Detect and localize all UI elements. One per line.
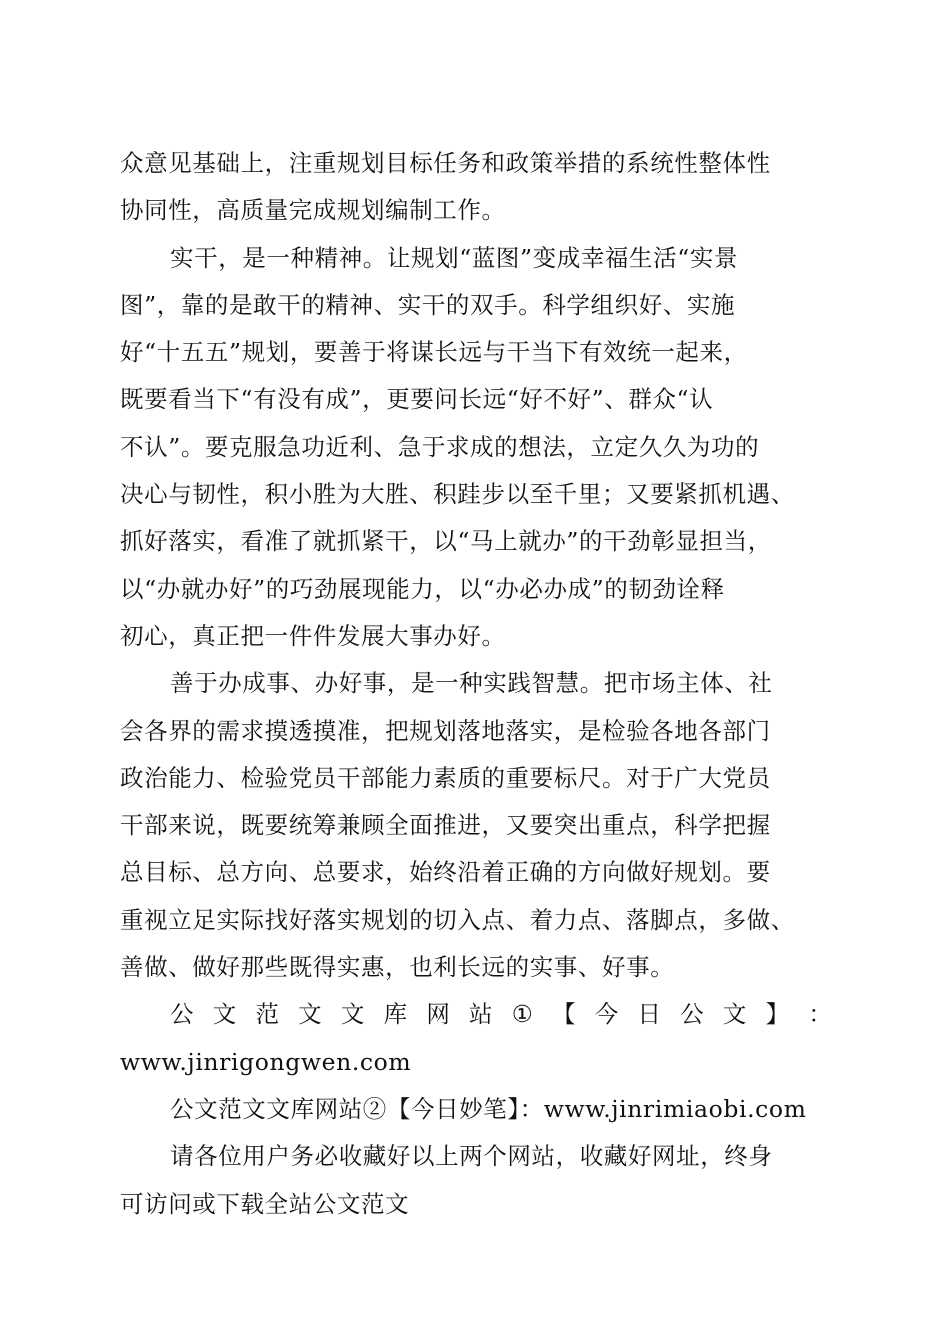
- paragraph-hard-work-spirit: [120, 235, 832, 661]
- site-one-char: 站: [469, 1000, 493, 1029]
- notice-paragraph: [120, 1133, 832, 1228]
- site-one-char: 公: [170, 1000, 194, 1029]
- site-one-char: ：: [808, 1000, 832, 1029]
- site-one-char: 文: [212, 1000, 237, 1029]
- text-line: 众意见基础上，注重规划目标任务和政策举措的系统性整体性: [120, 149, 771, 177]
- text-line: 会各界的需求摸透摸准，把规划落地落实，是检验各地各部门: [120, 716, 771, 745]
- site-one-line: [120, 991, 832, 1038]
- text-line: 不认”。要克服急功近利、急于求成的想法，立定久久为功的: [120, 432, 760, 461]
- text-line: 政治能力、检验党员干部能力素质的重要标尺。对于广大党员: [120, 763, 771, 792]
- text-line: 决心与韧性，积小胜为大胜、积跬步以至千里；又要紧抓机遇、: [120, 480, 795, 509]
- site-one-char: 【: [552, 1000, 576, 1029]
- text-line: 以“办就办好”的巧劲展现能力，以“办必办成”的韧劲诠释: [120, 574, 725, 603]
- site-one-char: 日: [637, 1000, 661, 1029]
- text-line: 初心，真正把一件件发展大事办好。: [120, 621, 506, 650]
- text-line: 协同性，高质量完成规划编制工作。: [120, 196, 506, 225]
- document-page: [120, 140, 832, 1228]
- site-one-char: ①: [511, 1000, 533, 1029]
- text-line: 善于办成事、办好事，是一种实践智慧。把市场主体、社: [170, 669, 773, 698]
- site-one-paragraph: [120, 991, 832, 1086]
- site-one-char: 网: [426, 1000, 450, 1029]
- text-line: 可访问或下载全站公文范文: [120, 1189, 410, 1218]
- site-one-url: www.jinrigongwen.com: [120, 1047, 412, 1076]
- site-one-char: 今: [594, 1000, 619, 1029]
- text-line: 实干，是一种精神。让规划“蓝图”变成幸福生活“实景: [170, 243, 739, 272]
- site-one-char: 文: [722, 1000, 747, 1029]
- text-line: 好“十五五”规划，要善于将谋长远与干当下有效统一起来，: [120, 338, 748, 367]
- paragraph-practical-wisdom: [120, 660, 832, 991]
- text-line: 善做、做好那些既得实惠，也利长远的实事、好事。: [120, 953, 675, 982]
- site-one-char: 文: [298, 1000, 322, 1029]
- text-line: 干部来说，既要统筹兼顾全面推进，又要突出重点，科学把握: [120, 811, 771, 840]
- site-two-line: 公文范文文库网站②【今日妙笔】：www.jinrimiaobi.com: [170, 1094, 807, 1123]
- paragraph-planning-compilation: [120, 140, 832, 235]
- text-line: 抓好落实，看准了就抓紧干，以“马上就办”的干劲彰显担当，: [120, 527, 772, 556]
- text-line: 既要看当下“有没有成”，更要问长远“好不好”、群众“认: [120, 385, 714, 414]
- site-one-char: 范: [255, 1000, 279, 1029]
- text-line: 重视立足实际找好落实规划的切入点、着力点、落脚点，多做、: [120, 905, 795, 934]
- text-line: 图”，靠的是敢干的精神、实干的双手。科学组织好、实施: [120, 290, 736, 319]
- text-line: 请各位用户务必收藏好以上两个网站，收藏好网址，终身: [170, 1142, 773, 1171]
- site-one-char: 文: [340, 1000, 365, 1029]
- site-one-char: 库: [383, 1000, 408, 1029]
- text-line: 总目标、总方向、总要求，始终沿着正确的方向做好规划。要: [120, 858, 771, 887]
- site-one-char: 】: [765, 1000, 790, 1029]
- site-one-char: 公: [680, 1000, 704, 1029]
